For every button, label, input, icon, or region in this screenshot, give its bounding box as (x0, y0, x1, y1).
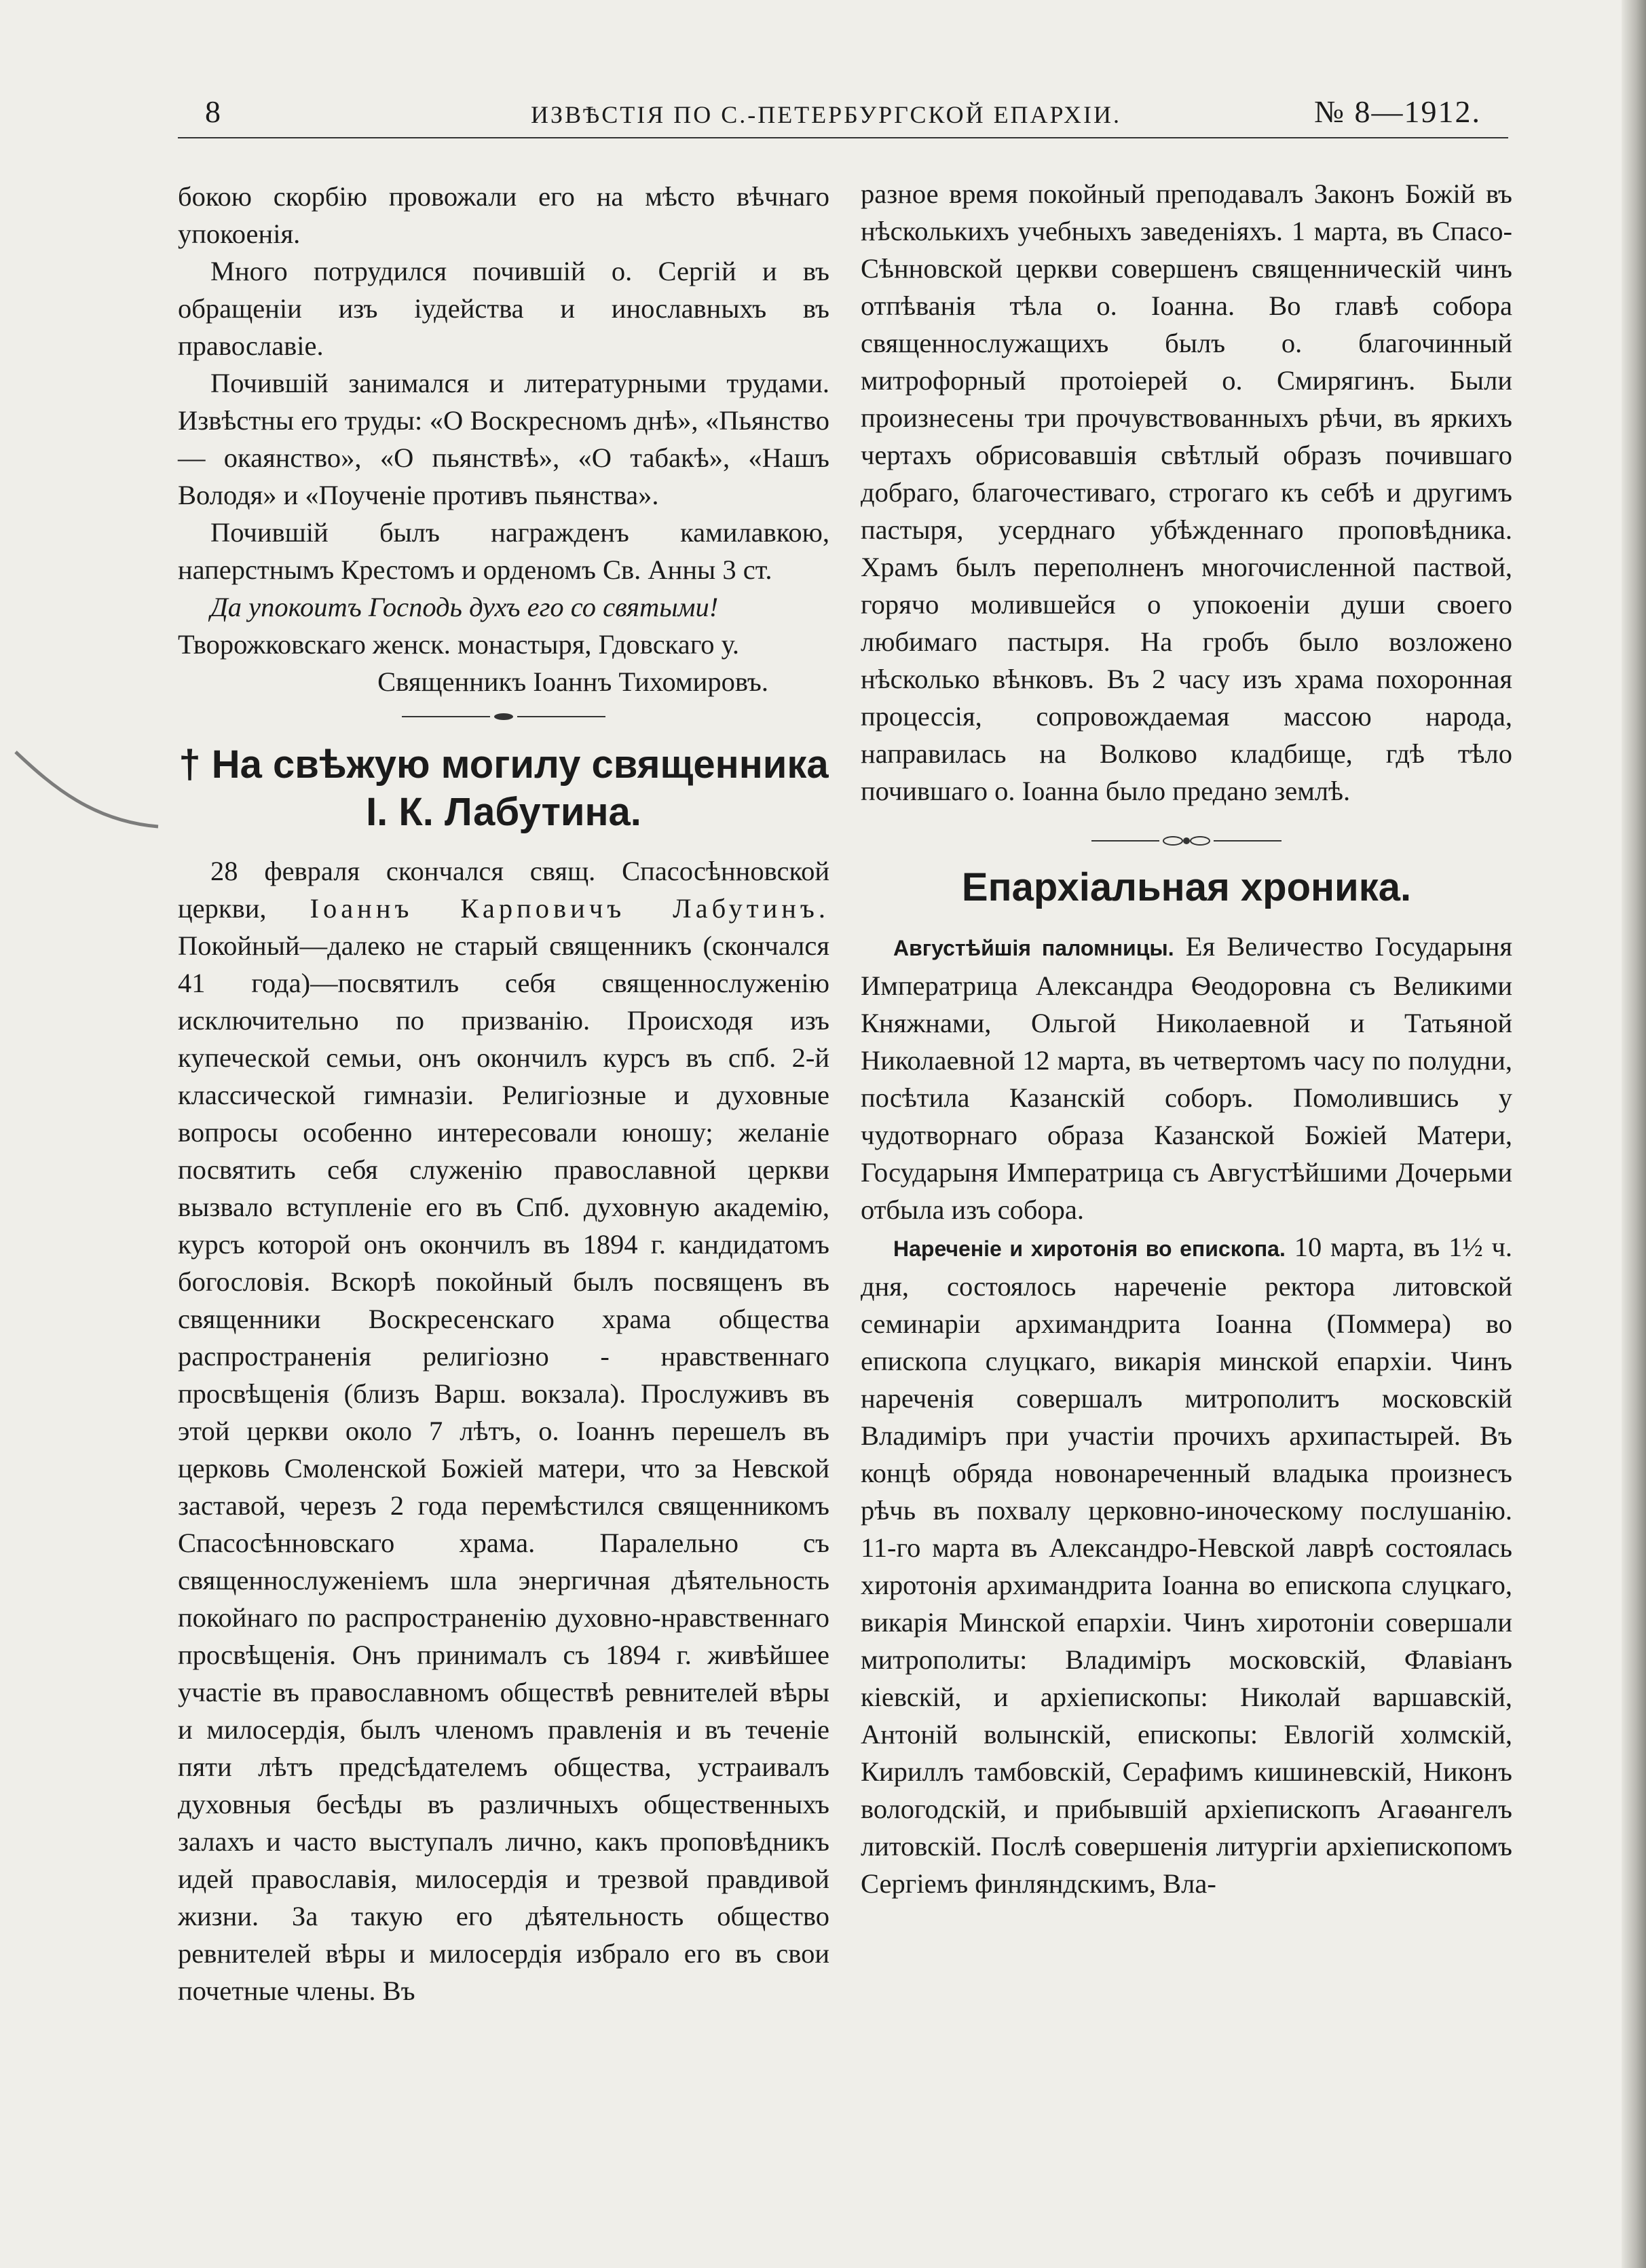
article-text: 28 февраля скончался свящ. Спасосѣнновской церкви, (178, 856, 829, 924)
chronicle-item (861, 928, 1512, 1228)
article-continuation: разное время покойный преподавалъ Законъ Божій въ нѣсколькихъ учебныхъ заведеніяхъ. 1 марта, въ Спасо-Сѣнновской церкви совершенъ священническій чинъ отпѣванія тѣла о. Іоанна. Во главѣ собора священнослужащихъ былъ о. благочинный митрофорный протоіерей о. Смирягинъ. Были произнесены три прочувствованныхъ рѣчи, въ яркихъ чертахъ обрисовавшія свѣтлый образъ почившаго добраго, благочестиваго, строгаго къ себѣ и другимъ пастыря, усерднаго убѣжденнаго проповѣдника. Храмъ былъ переполненъ многочисленной паствой, горячо молившейся о упокоеніи души своего любимаго пастыря. На гробъ было возложено нѣсколько вѣнковъ. Въ 2 часу изъ храма похоронная процессія, сопровождаемая массою народа, направилась на Волково кладбище, гдѣ тѣло почившаго о. Іоанна было предано землѣ. (861, 178, 1512, 806)
divider-ornament (402, 710, 605, 723)
chronicle-title: Епархіальная хроника. (961, 865, 1412, 909)
article-paragraph (178, 852, 829, 2009)
obituary-signature: Священникъ Іоаннъ Тихомировъ. (377, 666, 768, 697)
chronicle-item (861, 1228, 1512, 1902)
right-column (861, 175, 1512, 1902)
obituary-prayer: Да упокоитъ Господь духъ его со святыми! (210, 592, 719, 622)
journal-title: ИЗВѢСТІЯ ПО С.-ПЕТЕРБУРГСКОЙ ЕПАРХІИ. (531, 101, 1122, 128)
chronicle-item-lead: Августѣйшія паломницы. (893, 936, 1174, 960)
divider-ornament (1085, 834, 1288, 848)
obituary-parish: Творожковскаго женск. монастыря, Гдовскаго у. (178, 629, 740, 660)
article-text: Покойный—далеко не старый священникъ (скончался 41 года)—посвятилъ себя священнослуженію исключительно по призванію. Происходя изъ купеческой семьи, онъ окончилъ курсъ въ спб. 2-й классической гимназіи. Религіозные и духовные вопросы особенно интересовали юношу; желаніе посвятить себя служенію православной церкви вызвало вступленіе его въ Спб. духовную академію, курсъ которой онъ окончилъ въ 1894 г. кандидатомъ богословія. Вскорѣ покойный былъ посвященъ въ священники Воскресенскаго храма общества распространенія религіозно - нравственнаго просвѣщенія (близъ Варш. вокзала). Прослуживъ въ этой церкви около 7 лѣтъ, о. Іоаннъ перешелъ въ церковь Смоленской Божіей матери, что за Невской заставой, черезъ 2 года перемѣстился священникомъ Спасосѣнновскаго храма. Паралельно съ священнослуженіемъ шла энергичная дѣятельность покойнаго по распространенію духовно-нравственнаго просвѣщенія. Онъ принималъ съ 1894 г. живѣйшее участіе въ православномъ обществѣ ревнителей вѣры и милосердія, былъ членомъ правленія и въ теченіе пяти лѣтъ предсѣдателемъ общества, устраивалъ духовныя бесѣды въ различныхъ общественныхъ залахъ и часто выступалъ лично, какъ проповѣдникъ идей православія, милосердія и трезвой правдивой жизни. За такую его дѣятельность общество ревнителей вѣры и милосердія избрало его въ свои почетные члены. Въ (178, 930, 829, 2006)
paper-fold-mark (12, 746, 162, 842)
obituary-end-paragraph: бокою скорбію провожали его на мѣсто вѣчнаго упокоенія. (178, 181, 829, 249)
scan-edge-shadow (1622, 0, 1646, 2268)
obituary-paragraph: Много потрудился почившій о. Сергій и въ обращеніи изъ іудейства и инославныхъ въ православіе. (178, 256, 829, 361)
chronicle-item-lead: Нареченіе и хиротонія во епископа. (893, 1236, 1286, 1261)
page-number: 8 (205, 94, 221, 129)
chronicle-item-text: Ея Величество Государыня Императрица Александра Ѳеодоровна съ Великими Княжнами, Ольгой Николаевной и Татьяной Николаевной 12 марта, въ четвертомъ часу по полудни, посѣтила Казанскій соборъ. Помолившись у чудотворнаго образа Казанской Божіей Матери, Государыня Императрица съ Августѣйшими Дочерьми отбыла изъ собора. (861, 931, 1513, 1225)
priest-name: Іоаннъ Карповичъ Лабутинъ. (310, 893, 829, 924)
obituary-paragraph: Почившій занимался и литературными трудами. Извѣстны его труды: «О Воскресномъ днѣ», «Пьянство — окаянство», «О пьянствѣ», «О табакѣ», «Нашъ Володя» и «Поученіе противъ пьянства». (178, 368, 829, 510)
chronicle-item-text: 10 марта, въ 1½ ч. дня, состоялось нареченіе ректора литовской семинаріи архимандрита Іоанна (Поммера) во епископа слуцкаго, викарія минской епархіи. Чинъ нареченія совершалъ митрополитъ московскій Владиміръ при участіи прочихъ архипастырей. Въ концѣ обряда новонареченный владыка произнесъ рѣчь въ похвалу церковно-иноческому послушанію. 11-го марта въ Александро-Невской лаврѣ состоялась хиротонія архимандрита Іоанна во епископа слуцкаго, викарія Минской епархіи. Чинъ хиротоніи совершали митрополиты: Владиміръ московскій, Флавіанъ кіевскій, и архіепископы: Николай варшавскій, Антоній волынскій, епископы: Евлогій холмскій, Кириллъ тамбовскій, Серафимъ кишиневскій, Никонъ вологодскій, и прибывшій архіепископъ Агаѳангелъ литовскій. Послѣ совершенія литургіи архіепископомъ Сергіемъ финляндскимъ, Вла- (861, 1232, 1513, 1899)
page-header (178, 94, 1508, 138)
issue-number: № 8—1912. (1314, 94, 1481, 129)
obituary-paragraph: Почившій былъ награжденъ камилавкою, наперстнымъ Крестомъ и орденомъ Св. Анны 3 ст. (178, 517, 829, 585)
left-column (178, 178, 829, 2009)
article-title: † На свѣжую могилу священника І. К. Лабутина. (179, 742, 829, 834)
